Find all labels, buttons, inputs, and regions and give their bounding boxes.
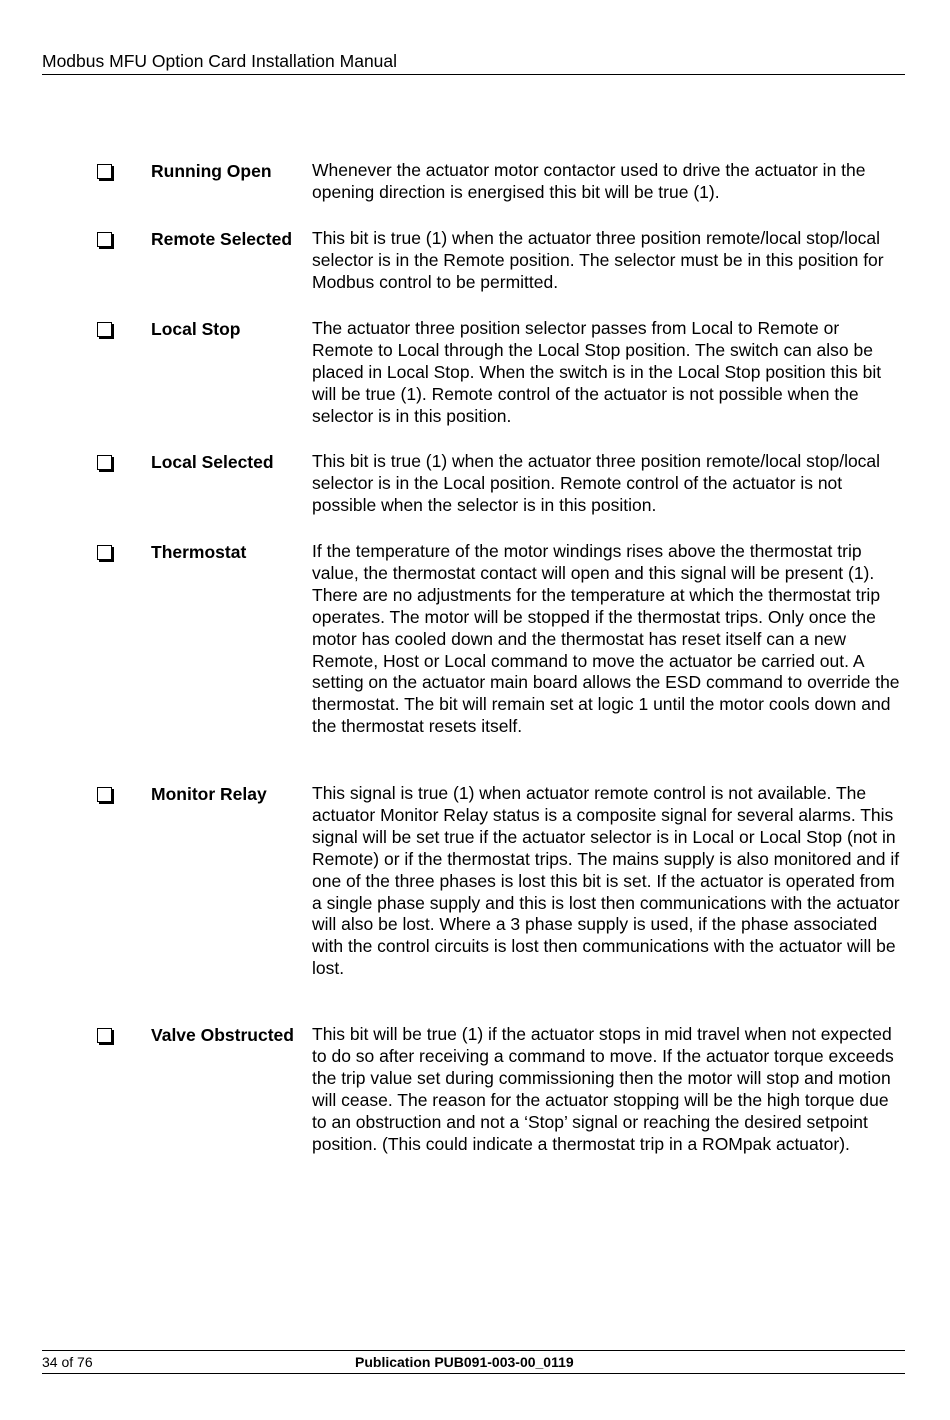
entry-term: Monitor Relay [151,784,267,804]
page-number: 34 of 76 [42,1354,93,1370]
checkbox-icon [97,164,112,179]
entry-term: Local Selected [151,452,274,472]
entry-description: If the temperature of the motor windings rises above the thermostat trip value, the thermostat contact will open and this signal will be present (1). There are no adjustments for the temperature at which the thermostat trip operates. The motor will be stopped if the thermostat trips. Only once the motor has cooled down and the thermostat has reset itself can a new Remote, Host or Local command to move the actuator be carried out. A setting on the actuator main board allows the ESD command to override the thermostat. The bit will remain set at logic 1 until the motor cools down and the thermostat resets itself. [312,541,900,737]
entry-description: The actuator three position selector passes from Local to Remote or Remote to Local through the Local Stop position. The switch can also be placed in Local Stop. When the switch is in the Local Stop position this bit will be true (1). Remote control of the actuator is not possible when the selector is in this position. [312,318,882,426]
entry-description: This signal is true (1) when actuator remote control is not available. The actuator Monitor Relay status is a composite signal for several alarms. This signal will be set true if the actuator selector is in Local or Local Stop (not in Remote) or if the thermostat trips. The mains supply is also monitored and if one of the three phases is lost this bit is set. If the actuator is operated from a single phase supply and this is lost then communications with the actuator will also be lost. Where a 3 phase supply is used, if the phase associated with the control circuits is lost then communications with the actuator will be lost. [312,783,900,979]
entry-description: This bit is true (1) when the actuator three position remote/local stop/local selector is in the Local position. Remote control of the actuator is not possible when the selector is in this position. [312,451,881,515]
entry-term: Running Open [151,161,272,181]
entry-term: Valve Obstructed [151,1025,294,1045]
checkbox-icon [97,455,112,470]
entry-term: Local Stop [151,319,241,339]
checkbox-icon [97,545,112,560]
publication-number: Publication PUB091-003-00_0119 [355,1354,574,1370]
checkbox-icon [97,232,112,247]
manual-title: Modbus MFU Option Card Installation Manual [42,51,398,71]
checkbox-icon [97,1028,112,1043]
entry-description: This bit is true (1) when the actuator three position remote/local stop/local selector is in the Remote position. The selector must be in this position for Modbus control to be permitted. [312,228,884,292]
entry-term: Thermostat [151,542,247,562]
checkbox-icon [97,322,112,337]
entry-description: This bit will be true (1) if the actuator stops in mid travel when not expected to do so after receiving a command to move. If the actuator torque exceeds the trip value set during commissioning then the motor will stop and motion will cease. The reason for the actuator stopping will be the high torque due to an obstruction and not a ‘Stop’ signal or reaching the desired setpoint position. (This could indicate a thermostat trip in a ROMpak actuator). [312,1024,894,1154]
entry-description: Whenever the actuator motor contactor used to drive the actuator in the opening direction is energised this bit will be true (1). [312,160,866,202]
page-footer [42,1350,905,1374]
checkbox-icon [97,787,112,802]
page-header [42,50,905,75]
entry-term: Remote Selected [151,229,293,249]
